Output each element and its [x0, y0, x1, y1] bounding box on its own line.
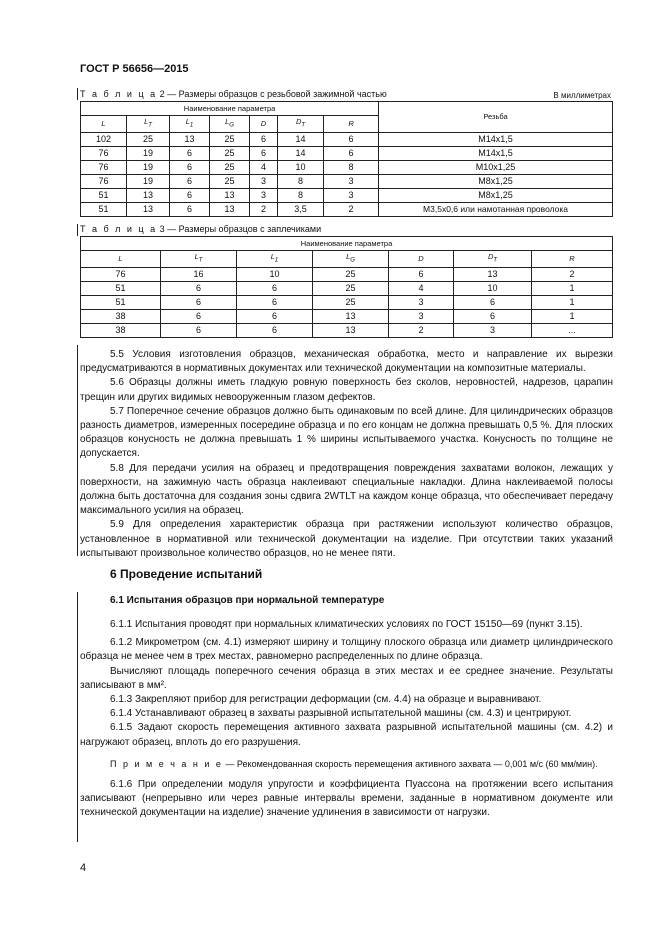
page-number: 4	[80, 862, 87, 874]
col-header-L: L	[81, 116, 127, 133]
table-row	[81, 267, 613, 281]
cell: 51	[81, 188, 127, 202]
cell: 1	[532, 309, 613, 323]
cell: 2	[250, 202, 278, 216]
cell: M8x1,25	[379, 188, 613, 202]
cell: 25	[313, 295, 389, 309]
table2-thread-header: Резьба	[379, 102, 613, 133]
cell: 38	[81, 309, 161, 323]
table3-group-row	[81, 237, 613, 251]
cell: 14	[278, 146, 324, 160]
cell: M14x1,5	[379, 132, 613, 146]
cell: 2	[389, 323, 454, 337]
standard-header: ГОСТ Р 56656—2015	[80, 63, 189, 75]
col-header-R: R	[324, 116, 379, 133]
clauses-5	[80, 348, 613, 561]
cell: M14x1,5	[379, 146, 613, 160]
cell: 3	[324, 188, 379, 202]
col-header-LT: $L_T$	[127, 116, 170, 133]
table-row	[81, 309, 613, 323]
table-row	[81, 132, 613, 146]
cell: 6	[237, 323, 313, 337]
cell: 76	[81, 174, 127, 188]
cell: 6	[161, 309, 237, 323]
cell: 25	[210, 160, 250, 174]
cell: 19	[127, 146, 170, 160]
cell: 6	[170, 188, 210, 202]
cell: 25	[127, 132, 170, 146]
table3-group-header: Наименование параметра	[81, 237, 613, 251]
table2-group-row	[81, 102, 613, 116]
cell: 13	[210, 202, 250, 216]
col-header-L1: $L_1$	[237, 251, 313, 268]
cell: 6	[237, 281, 313, 295]
cell: 3	[324, 174, 379, 188]
clause-5-8: 5.8 Для передачи усилия на образец и предотвращения повреждения захватами волокон, лежащих у поверхности, на зажимную часть образца наклеивают специальные накладки. Длина наклеиваемой полосы должна быть достаточна для создания зоны сдвига 2WTLT на каждом конце образца, что обеспечивает передачу максимального усилия на образец.	[80, 462, 613, 517]
cell: 51	[81, 281, 161, 295]
cell: 3,5	[278, 202, 324, 216]
clause-6-1-2-cont: Вычисляют площадь поперечного сечения образца в этих местах и ее среднее значение. Результаты записывают в мм².	[80, 665, 613, 691]
cell: 3	[250, 188, 278, 202]
clause-6-1-5: 6.1.5 Задают скорость перемещения активного захвата разрывной испытательной машины (см. 4.2) и нагружают образец, вплоть до его разрушения.	[80, 722, 613, 748]
cell: M3,5x0,6 или намотанная проволока	[379, 202, 613, 216]
cell: 6	[170, 174, 210, 188]
table3-title: 3 — Размеры образцов с заплечиками	[159, 224, 322, 234]
clause-6-1-6: 6.1.6 При определении модуля упругости и коэффициента Пуассона на протяжении всего испытания записывают (непрерывно или через равные интервалы времени, заданные в нормативном документе или технической документации на изделие) значение удлинения в зависимости от нагрузки.	[80, 779, 613, 819]
cell: 4	[250, 160, 278, 174]
cell: 16	[161, 267, 237, 281]
cell: 13	[313, 309, 389, 323]
table2-label: Т а б л и ц а	[80, 89, 158, 99]
cell: 8	[324, 160, 379, 174]
cell: 6	[161, 281, 237, 295]
table-row	[81, 174, 613, 188]
cell: 19	[127, 160, 170, 174]
table3-caption	[80, 224, 321, 234]
cell: 6	[237, 309, 313, 323]
cell: 6	[250, 146, 278, 160]
cell: 14	[278, 132, 324, 146]
cell: 6	[170, 202, 210, 216]
col-header-L1: $L_1$	[170, 116, 210, 133]
cell: M10x1,25	[379, 160, 613, 174]
cell: 10	[237, 267, 313, 281]
clause-5-7: 5.7 Поперечное сечение образцов должно быть одинаковым по всей длине. Для цилиндрических образцов разность диаметров, измеренных посередине образца и по его концам не должна превышать 0,5 %. Для плоских образцов конусность не должна превышать 1 % ширины испытываемого участка. Конусность по толщине не допускается.	[80, 405, 613, 460]
table2-units: В миллиметрах	[553, 91, 611, 100]
cell: 1	[532, 281, 613, 295]
cell: 8	[278, 174, 324, 188]
note-label: П р и м е ч а н и е	[110, 758, 223, 769]
clause-5-9: 5.9 Для определения характеристик образца при растяжении используют количество образцов, установленное в нормативной или технической документации на изделие. При отсутствии таких указаний испытывают произвольное количество образцов, но не менее пяти.	[80, 519, 613, 559]
table-row	[81, 295, 613, 309]
cell: M8x1,25	[379, 174, 613, 188]
cell: 76	[81, 267, 161, 281]
cell: 102	[81, 132, 127, 146]
cell: 25	[313, 267, 389, 281]
cell: 3	[389, 309, 454, 323]
cell: 6	[454, 295, 532, 309]
cell: 3	[389, 295, 454, 309]
cell: 2	[324, 202, 379, 216]
table-row	[81, 281, 613, 295]
cell: 6	[237, 295, 313, 309]
col-header-D: D	[250, 116, 278, 133]
change-bar	[77, 88, 78, 100]
cell: 3	[250, 174, 278, 188]
cell: 19	[127, 174, 170, 188]
cell: 76	[81, 146, 127, 160]
note-text: — Рекомендованная скорость перемещения активного захвата — 0,001 м/с (60 мм/мин).	[225, 758, 598, 769]
cell: 25	[210, 174, 250, 188]
cell: 13	[127, 202, 170, 216]
cell: 13	[454, 267, 532, 281]
subsection-6-1-title: 6.1 Испытания образцов при нормальной температуре	[110, 595, 385, 606]
cell: 6	[250, 132, 278, 146]
cell: 6	[161, 323, 237, 337]
table-row	[81, 202, 613, 216]
cell: 8	[278, 188, 324, 202]
clause-6-1-1: 6.1.1 Испытания проводят при нормальных климатических условиях по ГОСТ 15150—69 (пункт 3.15).	[110, 619, 583, 630]
table3-col-header-row	[81, 251, 613, 268]
col-header-D: D	[389, 251, 454, 268]
cell: 13	[210, 188, 250, 202]
col-header-L: L	[81, 251, 161, 268]
cell: 6	[170, 160, 210, 174]
clause-6-1-4: 6.1.4 Устанавливают образец в захваты разрывной испытательной машины (см. 4.3) и центрируют.	[110, 708, 572, 720]
col-header-R: R	[532, 251, 613, 268]
table-row	[81, 146, 613, 160]
cell: 6	[454, 309, 532, 323]
cell: 6	[161, 295, 237, 309]
cell: 3	[454, 323, 532, 337]
cell: 6	[324, 132, 379, 146]
cell: ...	[532, 323, 613, 337]
table3	[80, 236, 613, 338]
table2-caption	[80, 89, 387, 99]
cell: 10	[454, 281, 532, 295]
note	[80, 757, 613, 771]
cell: 76	[81, 160, 127, 174]
col-header-LG: $L_G$	[313, 251, 389, 268]
cell: 10	[278, 160, 324, 174]
cell: 13	[127, 188, 170, 202]
cell: 6	[324, 146, 379, 160]
section-6-title: 6 Проведение испытаний	[110, 567, 263, 581]
table2-title: 2 — Размеры образцов с резьбовой зажимной частью	[159, 89, 387, 99]
col-header-DT: $D_T$	[278, 116, 324, 133]
col-header-LG: $L_G$	[210, 116, 250, 133]
col-header-LT: $L_T$	[161, 251, 237, 268]
table-row	[81, 188, 613, 202]
cell: 6	[389, 267, 454, 281]
clause-6-1-3: 6.1.3 Закрепляют прибор для регистрации деформации (см. 4.4) на образце и выравнивают.	[110, 694, 542, 706]
clauses-6	[80, 618, 613, 821]
change-bar	[77, 592, 78, 842]
clause-5-5: 5.5 Условия изготовления образцов, механическая обработка, место и направление их вырезки предусматриваются в нормативных документах или технической документации на композитные материалы.	[80, 349, 613, 375]
cell: 13	[170, 132, 210, 146]
col-header-DT: $D_T$	[454, 251, 532, 268]
cell: 2	[532, 267, 613, 281]
table3-label: Т а б л и ц а	[80, 224, 158, 234]
clause-6-1-2: 6.1.2 Микрометром (см. 4.1) измеряют ширину и толщину плоского образца или диаметр цилиндрического образца не менее чем в трех местах, равномерно распределенных по длине образца.	[80, 637, 613, 663]
change-bar	[77, 224, 78, 236]
table2-group-header: Наименование параметра	[81, 102, 379, 116]
clause-5-6: 5.6 Образцы должны иметь гладкую ровную поверхность без сколов, неровностей, надрезов, царапин трещин или других видимых невооруженным глазом дефектов.	[80, 377, 613, 403]
cell: 25	[210, 146, 250, 160]
cell: 38	[81, 323, 161, 337]
cell: 1	[532, 295, 613, 309]
table2	[80, 101, 613, 217]
table-row	[81, 323, 613, 337]
cell: 25	[313, 281, 389, 295]
cell: 51	[81, 295, 161, 309]
cell: 13	[313, 323, 389, 337]
cell: 51	[81, 202, 127, 216]
cell: 6	[170, 146, 210, 160]
cell: 25	[210, 132, 250, 146]
table-row	[81, 160, 613, 174]
cell: 4	[389, 281, 454, 295]
change-bar	[77, 345, 78, 556]
